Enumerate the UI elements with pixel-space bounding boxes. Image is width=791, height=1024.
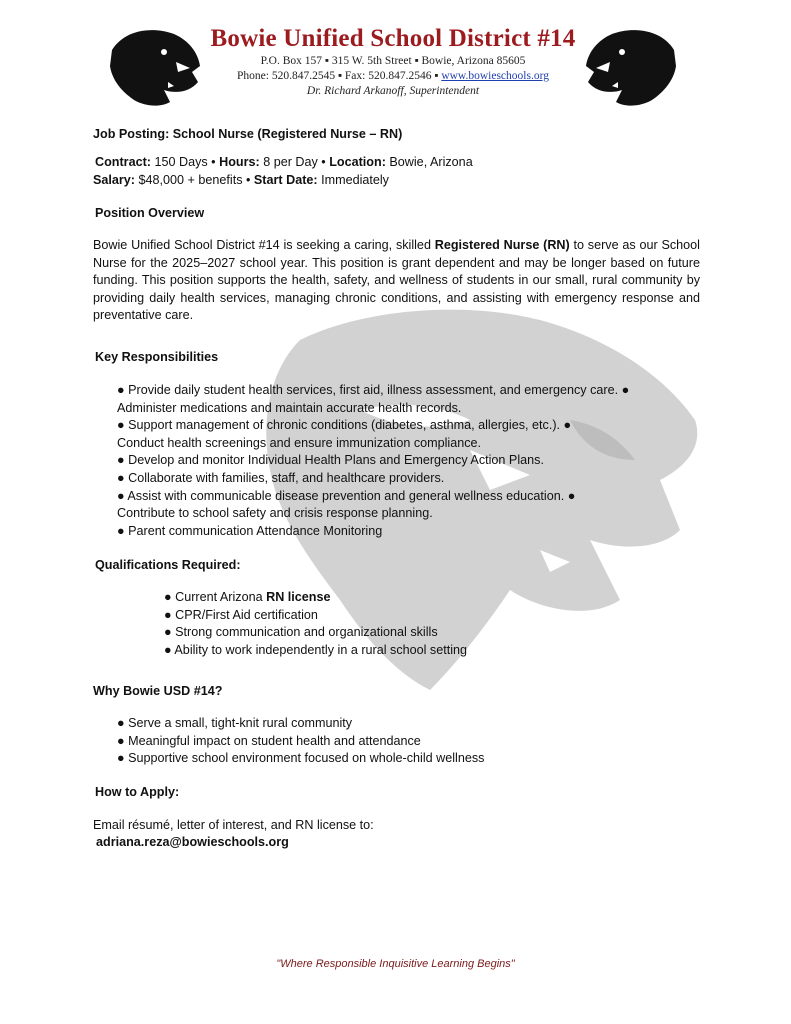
salary-line <box>93 172 389 190</box>
overview-text-start: Bowie Unified School District #14 is seeking a caring, skilled <box>93 238 435 252</box>
district-title: Bowie Unified School District #14 <box>210 25 576 52</box>
responsibilities-heading: Key Responsibilities <box>95 350 219 364</box>
list-item: ● Meaningful impact on student health and attendance <box>117 733 421 748</box>
apply-heading: How to Apply: <box>95 785 180 799</box>
hours-label: Hours: <box>219 155 260 169</box>
panther-logo-left-icon <box>104 22 204 110</box>
phone-fax: Phone: 520.847.2545 ▪ Fax: 520.847.2546 ▪ <box>237 70 442 82</box>
website-link[interactable]: www.bowieschools.org <box>441 70 549 82</box>
list-item: ● Ability to work independently in a rural school setting <box>164 642 468 657</box>
salary-value: $48,000 + benefits • <box>135 173 254 187</box>
hours-value: 8 per Day • <box>259 155 330 169</box>
overview-paragraph <box>93 237 700 325</box>
list-item: ● Supportive school environment focused on whole-child wellness <box>117 751 485 766</box>
contract-line <box>95 154 473 172</box>
list-item: Administer medications and maintain accurate health records. <box>117 400 462 415</box>
apply-email[interactable]: adriana.reza@bowieschools.org <box>96 835 289 849</box>
overview-rn-bold: Registered Nurse (RN) <box>434 238 570 252</box>
list-item: ● Provide daily student health services, first aid, illness assessment, and emergency care. ● <box>117 383 630 397</box>
job-heading: Job Posting: School Nurse (Registered Nurse – RN) <box>93 127 403 141</box>
why-list <box>117 715 484 768</box>
qualifications-list <box>164 589 467 659</box>
panther-logo-right-icon <box>582 22 682 110</box>
list-item: ● Assist with communicable disease prevention and general wellness education. ● <box>117 488 576 503</box>
list-item: ● Develop and monitor Individual Health Plans and Emergency Action Plans. <box>117 453 544 468</box>
list-item: ● Collaborate with families, staff, and healthcare providers. <box>117 470 445 485</box>
apply-text: Email résumé, letter of interest, and RN license to: <box>93 818 374 832</box>
list-item: ● Parent communication Attendance Monitoring <box>117 523 383 538</box>
location-label: Location: <box>329 155 386 169</box>
contract-value: 150 Days • <box>150 155 220 169</box>
overview-text-end: to serve as our School Nurse for the 2025–2027 school year. This position is grant dependent and may be longer based on future funding. This position supports the health, safety, and wellness of students in our small, rural community by providing daily health services, managing chronic conditions, and assisting with emergency response and preventative care. <box>93 238 700 323</box>
start-date-label: Start Date: <box>253 173 318 187</box>
start-date-value: Immediately <box>317 173 389 187</box>
qualification-text: ● Current Arizona <box>164 590 267 604</box>
footer-motto: "Where Responsible Inquisitive Learning Begins" <box>276 958 515 970</box>
district-contact <box>204 69 582 84</box>
contract-label: Contract: <box>95 155 151 169</box>
list-item: Conduct health screenings and ensure immunization compliance. <box>117 435 482 450</box>
qualifications-heading: Qualifications Required: <box>95 558 241 572</box>
list-item: ● Serve a small, tight-knit rural community <box>117 716 353 730</box>
list-item: ● Strong communication and organizational skills <box>164 625 438 640</box>
list-item: ● CPR/First Aid certification <box>164 607 318 622</box>
list-item: Contribute to school safety and crisis response planning. <box>117 506 433 521</box>
list-item: ● Support management of chronic conditions (diabetes, asthma, allergies, etc.). ● <box>117 418 572 433</box>
rn-license-bold: RN license <box>266 590 331 604</box>
location-value: Bowie, Arizona <box>385 155 473 169</box>
list-item <box>164 589 467 607</box>
salary-label: Salary: <box>93 173 136 187</box>
overview-heading: Position Overview <box>95 206 205 220</box>
responsibilities-list <box>117 382 629 540</box>
letterhead <box>104 22 682 110</box>
district-address: P.O. Box 157 ▪ 315 W. 5th Street ▪ Bowie, Arizona 85605 <box>260 55 526 67</box>
superintendent: Dr. Richard Arkanoff, Superintendent <box>306 85 480 97</box>
why-heading: Why Bowie USD #14? <box>93 684 223 698</box>
